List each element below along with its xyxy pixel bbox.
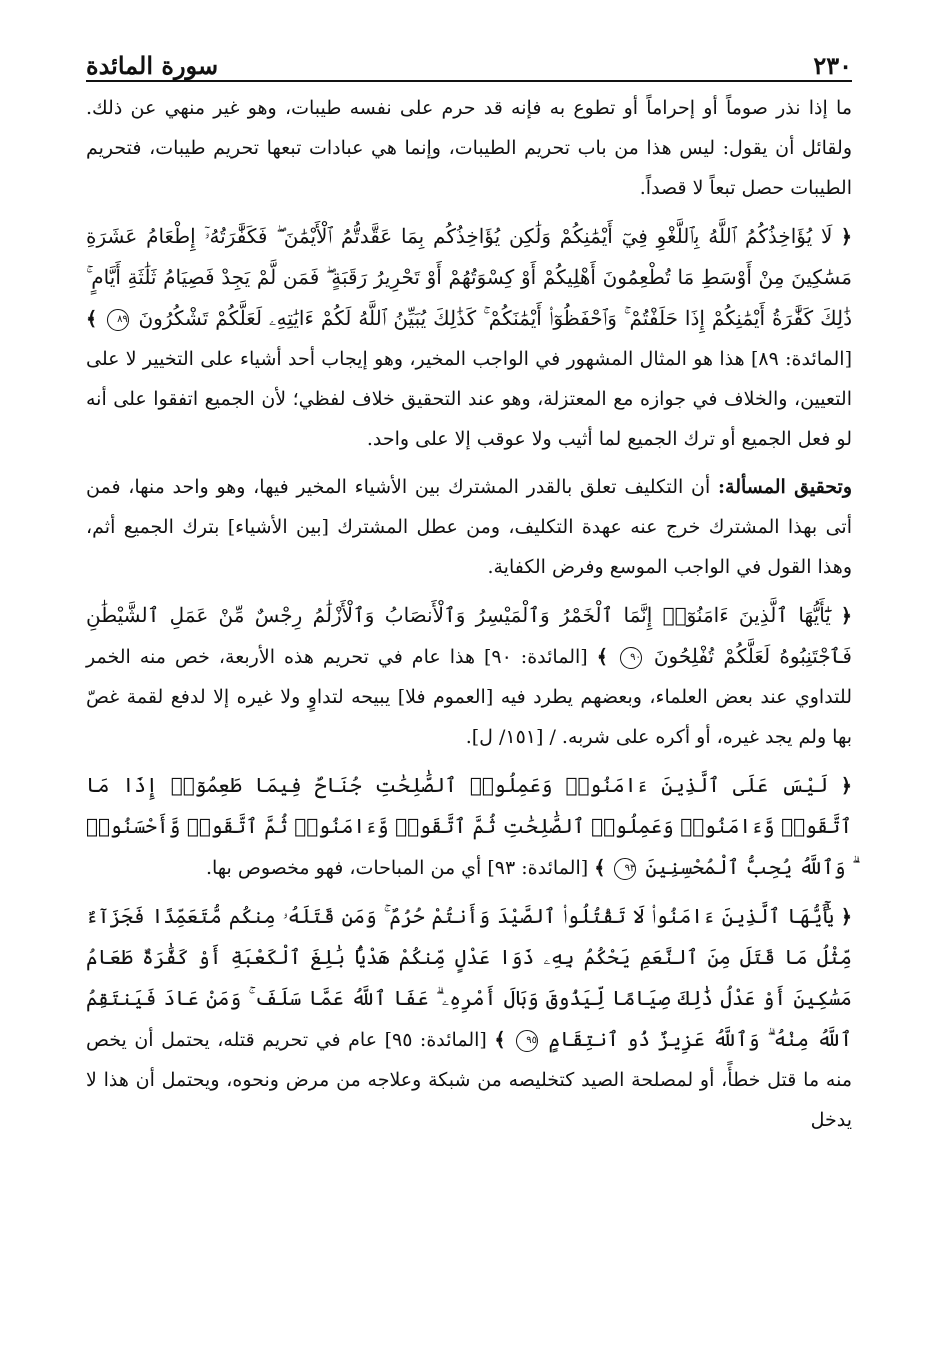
verse-close-bracket: ﴾: [86, 308, 98, 330]
page-body: [86, 88, 852, 1140]
verse-ref-90: [المائدة: ٩٠]: [483, 646, 588, 668]
verse-number-95: ٩٥: [516, 1030, 538, 1052]
verse-close-bracket: ﴾: [594, 857, 606, 879]
commentary-93: أي من المباحات، فهو مخصوص بها.: [205, 857, 482, 879]
verse-block-95: [86, 896, 852, 1140]
verse-text-89: لَا يُؤَاخِذُكُمُ ٱللَّهُ بِٱللَّغْوِ فِيٓ أَيْمَٰنِكُمْ وَلَٰكِن يُؤَاخِذُكُم بِمَا عَقَّدتُّمُ ٱلْأَيْمَٰنَ ۖ فَكَفَّٰرَتُهُۥٓ إِطْعَامُ عَشَرَةِ مَسَٰكِينَ مِنْ أَوْسَطِ مَا تُطْعِمُونَ أَهْلِيكُمْ أَوْ كِسْوَتُهُمْ أَوْ تَحْرِيرُ رَقَبَةٍ ۖ فَمَن لَّمْ يَجِدْ فَصِيَامُ ثَلَٰثَةِ أَيَّامٍ ۚ ذَٰلِكَ كَفَّٰرَةُ أَيْمَٰنِكُمْ إِذَا حَلَفْتُمْ ۚ وَٱحْفَظُوٓا۟ أَيْمَٰنَكُمْ ۚ كَذَٰلِكَ يُبَيِّنُ ٱللَّهُ لَكُمْ ءَايَٰتِهِۦ لَعَلَّكُمْ تَشْكُرُونَ: [86, 224, 852, 330]
paragraph-intro: ما إذا نذر صوماً أو إحراماً أو تطوع به فإنه قد حرم على نفسه طيبات، وهو غير منهي عن ذلك. ولقائل أن يقول: ليس هذا من باب تحريم الطيبات، وإنما هي عبادات تبعها تحريم طيبات، فتحريم الطيبات حصل تبعاً لا قصداً.: [86, 97, 852, 199]
commentary-90: هذا عام في تحريم هذه الأربعة، خص منه الخمر للتداوي عند بعض العلماء، وبعضهم يطرد فيه [العموم فلا] يبيحه لتداوٍ ولا غيره إلا لدفع لقمة غصّ بها ولم يجد غيره، أو أكره على شربه. / [١٥١/ ل].: [86, 646, 852, 748]
verse-block-90: [86, 595, 852, 757]
verse-number-90: ٩٠: [620, 647, 642, 669]
verse-block-89: [86, 216, 852, 459]
paragraph-tahqiq: [86, 467, 852, 587]
verse-close-bracket: ﴾: [494, 1029, 506, 1051]
commentary-95: عام في تحريم قتله، يحتمل أن يخص منه ما قتل خطأً، أو لمصلحة الصيد كتخليصه من شبكة وعلاجه من مرض ونحوه، ويحتمل أن هذا لا يدخل: [86, 1029, 852, 1131]
tahqiq-text: أن التكليف تعلق بالقدر المشترك بين الأشياء المخير فيها، وهو واحد منها، فمن أتى بهذا المشترك خرج عنه عهدة التكليف، ومن عطل المشترك [بين الأشياء] بترك الجميع أثم، وهذا القول في الواجب الموسع وفرض الكفاية.: [86, 476, 852, 578]
verse-open-bracket: ﴿: [840, 605, 852, 627]
verse-close-bracket: ﴾: [596, 646, 608, 668]
verse-number-89: ٨٩: [107, 309, 129, 331]
commentary-89: هذا هو المثال المشهور في الواجب المخير، وهو إيجاب أحد أشياء على التخيير لا على التعيين، والخلاف في جوازه مع المعتزلة، وهو عند التحقيق خلاف لفظي؛ لأن الجميع اتفقوا على أنه لو فعل الجميع أو ترك الجميع لما أثيب ولا عوقب إلا على واحد.: [86, 348, 852, 450]
page-number: ٢٣٠: [813, 51, 852, 80]
verse-block-93: [86, 765, 852, 888]
verse-ref-89: [المائدة: ٨٩]: [750, 348, 852, 370]
tahqiq-lead: وتحقيق المسألة:: [718, 476, 852, 498]
verse-number-93: ٩٣: [614, 858, 636, 880]
verse-open-bracket: ﴿: [840, 775, 852, 797]
verse-ref-93: [المائدة: ٩٣]: [487, 857, 589, 879]
verse-ref-95: [المائدة: ٩٥]: [384, 1029, 487, 1051]
verse-text-93: لَيْسَ عَلَى ٱلَّذِينَ ءَامَنُوا۟ وَعَمِلُوا۟ ٱلصَّٰلِحَٰتِ جُنَاحٌ فِيمَا طَعِمُوٓا۟ إِذَا مَا ٱتَّقَوا۟ وَّءَامَنُوا۟ وَعَمِلُوا۟ ٱلصَّٰلِحَٰتِ ثُمَّ ٱتَّقَوا۟ وَّءَامَنُوا۟ ثُمَّ ٱتَّقَوا۟ وَّأَحْسَنُوا۟ ۗ وَٱللَّهُ يُحِبُّ ٱلْمُحْسِنِينَ: [86, 773, 852, 879]
verse-text-95: يَٰٓأَيُّهَا ٱلَّذِينَ ءَامَنُوا۟ لَا تَقْتُلُوا۟ ٱلصَّيْدَ وَأَنتُمْ حُرُمٌ ۚ وَمَن قَتَلَهُۥ مِنكُم مُّتَعَمِّدًا فَجَزَآءٌ مِّثْلُ مَا قَتَلَ مِنَ ٱلنَّعَمِ يَحْكُمُ بِهِۦ ذَوَا عَدْلٍ مِّنكُمْ هَدْيًۢا بَٰلِغَ ٱلْكَعْبَةِ أَوْ كَفَّٰرَةٌ طَعَامُ مَسَٰكِينَ أَوْ عَدْلُ ذَٰلِكَ صِيَامًا لِّيَذُوقَ وَبَالَ أَمْرِهِۦ ۗ عَفَا ٱللَّهُ عَمَّا سَلَفَ ۚ وَمَنْ عَادَ فَيَنتَقِمُ ٱللَّهُ مِنْهُ ۗ وَٱللَّهُ عَزِيزٌ ذُو ٱنتِقَامٍ: [86, 904, 852, 1051]
verse-open-bracket: ﴿: [840, 226, 852, 248]
verse-open-bracket: ﴿: [840, 906, 852, 928]
page-header: [86, 30, 852, 82]
verse-text-90: يَٰٓأَيُّهَا ٱلَّذِينَ ءَامَنُوٓا۟ إِنَّمَا ٱلْخَمْرُ وَٱلْمَيْسِرُ وَٱلْأَنصَابُ وَٱلْأَزْلَٰمُ رِجْسٌ مِّنْ عَمَلِ ٱلشَّيْطَٰنِ فَٱجْتَنِبُوهُ لَعَلَّكُمْ تُفْلِحُونَ: [86, 603, 852, 668]
surah-title: سورة المائدة: [86, 51, 219, 80]
